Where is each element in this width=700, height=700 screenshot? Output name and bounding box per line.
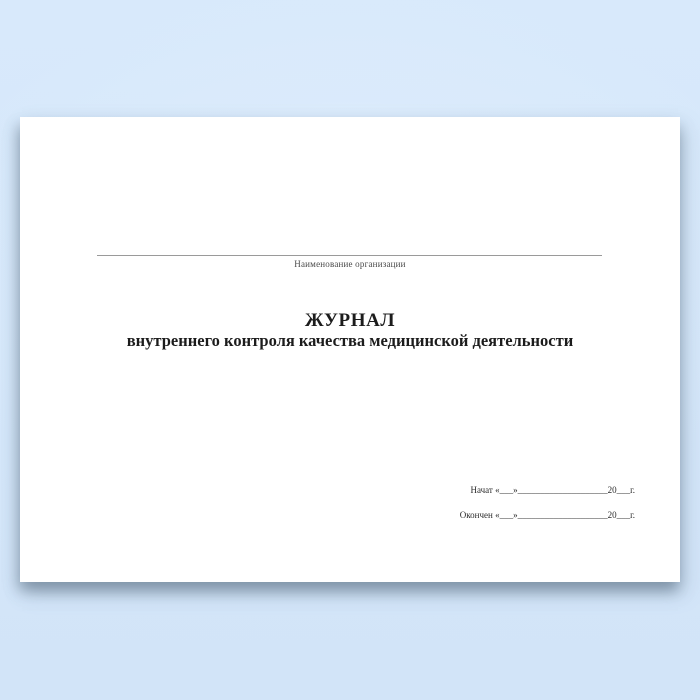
organization-name-caption: Наименование организации (294, 259, 406, 269)
finished-date-line: Окончен «___»____________________20___г. (459, 510, 635, 520)
journal-title: ЖУРНАЛ (304, 310, 396, 331)
document-page (20, 117, 680, 582)
started-date-line: Начат «___»____________________20___г. (470, 485, 635, 495)
journal-subtitle: внутреннего контроля качества медицинской деятельности (126, 331, 574, 350)
organization-name-rule (97, 255, 602, 256)
date-lines-block (460, 478, 635, 528)
